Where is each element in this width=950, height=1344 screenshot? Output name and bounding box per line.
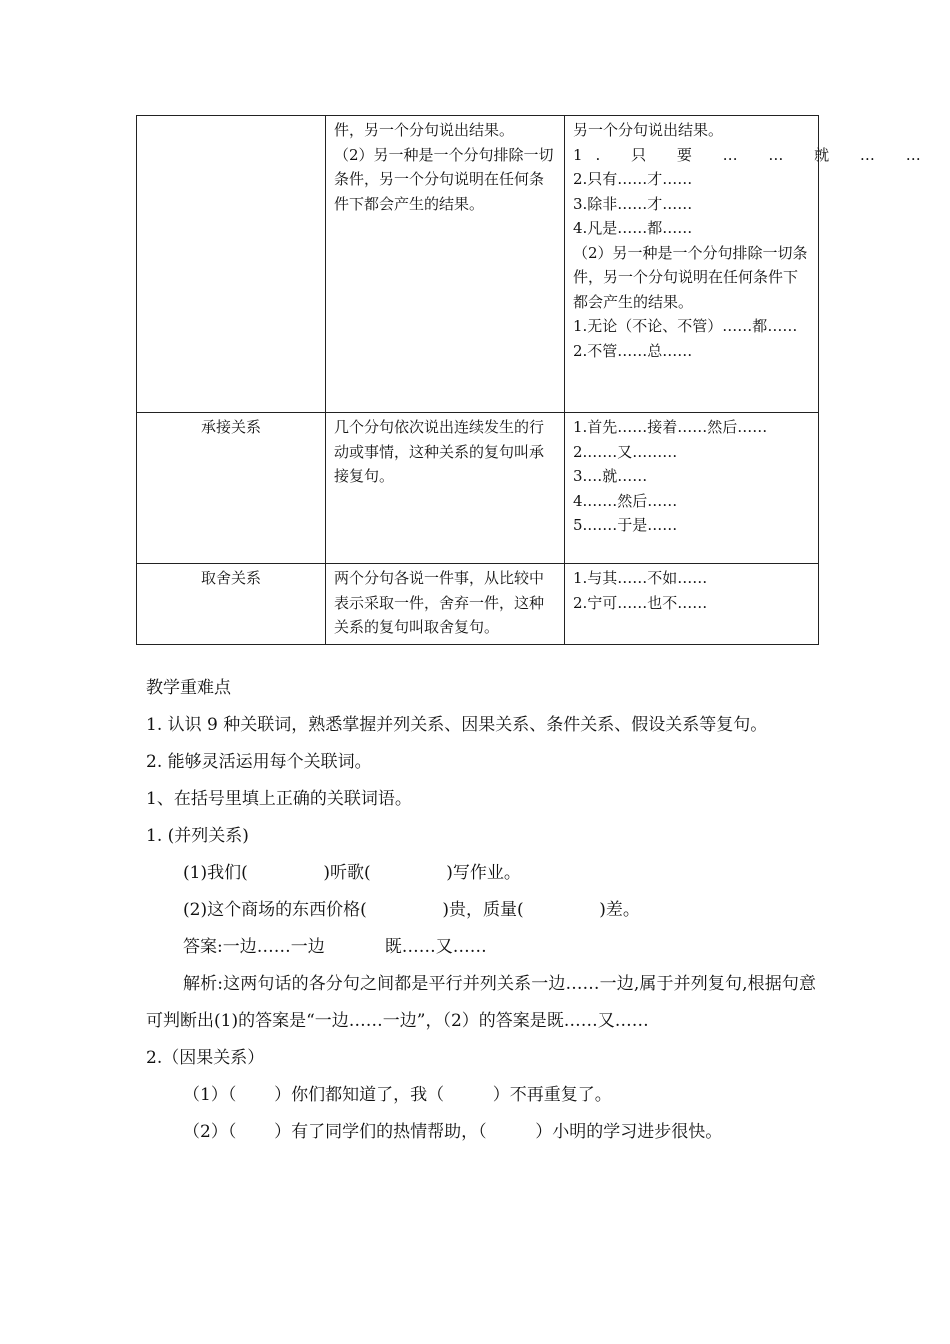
category-cell: 承接关系 [137, 413, 326, 564]
word-item: 2.不管……总…… [573, 341, 693, 360]
question-title: 1. (并列关系) [146, 826, 249, 846]
question-item: (1)我们( )听歌( )写作业。 [183, 863, 521, 883]
question-item: (2)这个商场的东西价格( )贵，质量( )差。 [183, 900, 640, 920]
word-item: 2.宁可……也不…… [573, 593, 708, 612]
word-item: 5.……于是…… [573, 516, 678, 534]
description-cell [326, 116, 565, 413]
word-item: （2）另一种是一个分句排除一切条件，另一个分句说明在任何条件下都会产生的结果。 [573, 243, 808, 311]
conjunction-table [136, 115, 934, 645]
question-title: 2.（因果关系） [146, 1048, 265, 1068]
word-item: 1.与其……不如…… [573, 569, 708, 587]
word-item: 4.凡是……都…… [573, 219, 693, 237]
analysis-paragraph: 解析:这两句话的各分句之间都是平行并列关系一边……一边,属于并列复句,根据句意可判断出(1)的答案是“一边……一边”，（2）的答案是既……又…… [146, 974, 816, 1031]
description-line: 件，另一个分句说出结果。 [334, 121, 515, 139]
words-cell [565, 413, 819, 564]
word-item: 4.……然后…… [573, 491, 678, 510]
category-cell [137, 116, 326, 413]
description-line: （2）另一种是一个分句排除一切条件，另一个分句说明在任何条件下都会产生的结果。 [334, 145, 554, 213]
category-cell: 取舍关系 [137, 564, 326, 645]
description-cell: 两个分句各说一件事，从比较中表示采取一件，舍弃一件，这种关系的复句叫取舍复句。 [326, 564, 565, 645]
table-row [137, 116, 819, 413]
key-point: 1. 认识 9 种关联词，熟悉掌握并列关系、因果关系、条件关系、假设关系等复句。 [146, 715, 768, 735]
table-row [137, 413, 819, 564]
answer-text: 既……又…… [384, 937, 487, 957]
word-item: 2.……又……… [573, 442, 678, 461]
answer-line [146, 929, 816, 966]
description-cell: 几个分句依次说出连续发生的行动或事情，这种关系的复句叫承接复句。 [326, 413, 565, 564]
body-text [146, 670, 816, 1151]
exercise-instruction: 1、在括号里填上正确的关联词语。 [146, 789, 412, 809]
word-item: 3.除非……才…… [573, 194, 693, 213]
words-cell [565, 116, 934, 413]
table-row [137, 564, 819, 645]
word-item: 2.只有……才…… [573, 170, 693, 188]
question-item: （2）（ ）有了同学们的热情帮助，（ ）小明的学习进步很快。 [183, 1122, 723, 1142]
section-heading: 教学重难点 [146, 678, 231, 698]
question-item: （1）（ ）你们都知道了，我（ ）不再重复了。 [183, 1085, 612, 1105]
key-point: 2. 能够灵活运用每个关联词。 [146, 752, 372, 772]
word-item: 1.无论（不论、不管）……都…… [573, 317, 798, 335]
word-item: 1.首先……接着……然后…… [573, 418, 768, 436]
word-item: 另一个分句说出结果。 [573, 121, 724, 139]
word-item: 3.…就…… [573, 467, 648, 485]
answer-text: 答案:一边……一边 [183, 937, 325, 957]
words-cell [565, 564, 819, 645]
word-item: 1. 只 要 … … 就 … … [573, 145, 934, 164]
